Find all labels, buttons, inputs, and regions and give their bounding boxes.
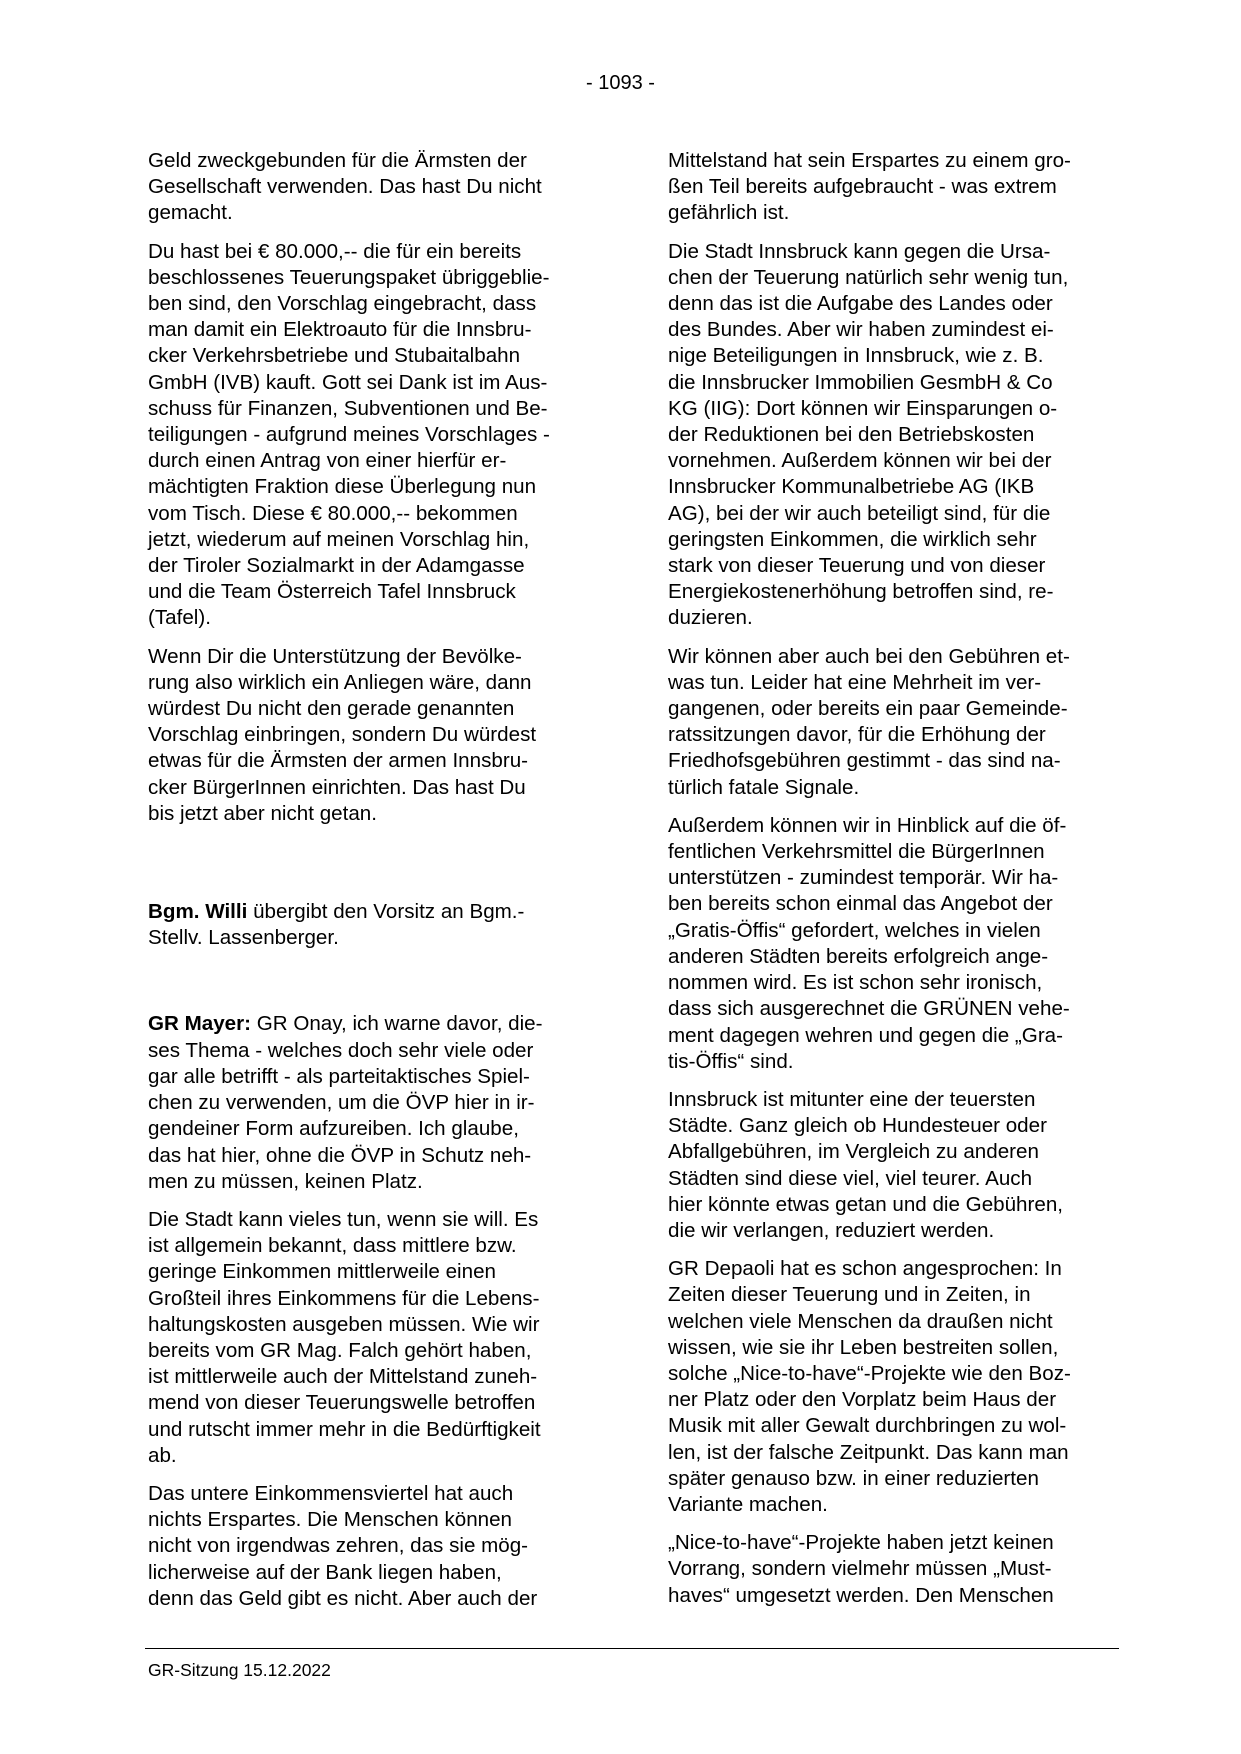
text-line: nicht von irgendwas zehren, das sie mög- [148,1534,529,1558]
speaker-name: GR Mayer: [148,1012,251,1036]
text-line: dass sich ausgerechnet die GRÜNEN vehe- [668,997,1070,1021]
text-line: nommen wird. Es ist schon sehr ironisch, [668,971,1043,995]
text-line: Vorrang, sondern vielmehr müssen „Must- [668,1557,1052,1581]
text-line: ben bereits schon einmal das Angebot der [668,892,1053,916]
spacer [148,839,604,899]
text-line: und die Team Österreich Tafel Innsbruck [148,580,516,604]
text-line: Städte. Ganz gleich ob Hundesteuer oder [668,1114,1047,1138]
text-line: Die Stadt kann vieles tun, wenn sie will. Es [148,1207,539,1231]
text-line: Gesellschaft verwenden. Das hast Du nicht [148,175,542,199]
text-line: ist allgemein bekannt, dass mittlere bzw. [148,1234,517,1258]
text-line: nichts Erspartes. Die Menschen können [148,1508,513,1532]
text-line: Geld zweckgebunden für die Ärmsten der [148,149,527,172]
text-line: Zeiten dieser Teuerung und in Zeiten, in [668,1283,1031,1307]
paragraph [668,1530,1130,1609]
text-line: cker BürgerInnen einrichten. Das hast Du [148,775,526,799]
text-line: der Tiroler Sozialmarkt in der Adamgasse [148,554,525,578]
text-line: gar alle betrifft - als parteitaktisches Spiel- [148,1064,530,1088]
text-line: ben sind, den Vorschlag eingebracht, dass [148,292,537,316]
paragraph [668,148,1130,227]
text-line: der Reduktionen bei den Betriebskosten [668,423,1035,447]
text-line: Wir können aber auch bei den Gebühren et- [668,644,1070,668]
text-line: anderen Städten bereits erfolgreich ange- [668,944,1049,968]
page-number: - 1093 - [586,72,655,94]
text-line: ratssitzungen davor, für die Erhöhung der [668,723,1046,747]
paragraph [668,239,1130,632]
text-line: GmbH (IVB) kauft. Gott sei Dank ist im Aus- [148,370,548,394]
text-line: Außerdem können wir in Hinblick auf die öf- [668,813,1067,837]
text-line: und rutscht immer mehr in die Bedürftigkeit [148,1417,541,1441]
speaker-paragraph-willi: Bgm. Willi übergibt den Vorsitz an Bgm.- Stellv. Lassenberger. [148,900,525,950]
text-line: gendeiner Form aufzureiben. Ich glaube, [148,1117,519,1141]
text-line: gefährlich ist. [668,201,790,225]
text-line: nige Beteiligungen in Innsbruck, wie z. B. [668,344,1044,368]
text-line: ses Thema - welches doch sehr viele oder [148,1038,534,1062]
text-line: geringe Einkommen mittlerweile einen [148,1260,496,1284]
text-line: Innsbruck ist mitunter eine der teuersten [668,1087,1036,1111]
text-line: men zu müssen, keinen Platz. [148,1169,423,1193]
text-line: Die Stadt Innsbruck kann gegen die Ursa- [668,239,1051,263]
text-line: Mittelstand hat sein Erspartes zu einem gro- [668,149,1071,172]
text-line: solche „Nice-to-have“-Projekte wie den Boz- [668,1361,1071,1385]
text-line: Energiekostenerhöhung betroffen sind, re- [668,580,1054,604]
text-line: (Tafel). [148,606,211,630]
speaker-paragraph-mayer: GR Mayer: GR Onay, ich warne davor, die- ses Thema - welches doch sehr viele oder gar alle betrifft - als parteitaktisches Spiel- chen zu verwenden, um die ÖVP hier in ir- gendeiner Form aufzureiben. Ich glaube, das hat hier, ohne die ÖVP in Schutz neh- men zu müssen, keinen Platz. [148,1011,604,1194]
text-line: bis jetzt aber nicht getan. [148,801,377,825]
text-line: die Innsbrucker Immobilien GesmbH & Co [668,370,1053,394]
text-line: ist mittlerweile auch der Mittelstand zuneh- [148,1365,538,1389]
text-line: wissen, wie sie ihr Leben bestreiten sollen, [668,1335,1059,1359]
text-line: Abfallgebühren, im Vergleich zu anderen [668,1140,1039,1164]
text-line: Friedhofsgebühren gestimmt - das sind na- [668,749,1061,773]
text-line: Vorschlag einbringen, sondern Du würdest [148,723,537,747]
paragraph [148,148,604,227]
text-line: tis-Öffis“ sind. [668,1049,794,1073]
text-line: chen zu verwenden, um die ÖVP hier in ir- [148,1091,535,1115]
text-line: duzieren. [668,606,753,630]
text-line: Wenn Dir die Unterstützung der Bevölke- [148,644,522,668]
text-line: chen der Teuerung natürlich sehr wenig tun, [668,265,1069,289]
text-line: licherweise auf der Bank liegen haben, [148,1560,502,1584]
text-line: Innsbrucker Kommunalbetriebe AG (IKB [668,475,1035,499]
text-line: jetzt, wiederum auf meinen Vorschlag hin, [148,527,530,551]
text-line: len, ist der falsche Zeitpunkt. Das kann man [668,1440,1069,1464]
text-line: „Nice-to-have“-Projekte haben jetzt keinen [668,1531,1054,1555]
footer-session-date: GR-Sitzung 15.12.2022 [148,1660,331,1680]
text-line: später genauso bzw. in einer reduzierten [668,1466,1039,1490]
text-line: durch einen Antrag von einer hierfür er- [148,449,507,473]
text-line: „Gratis-Öffis“ gefordert, welches in vielen [668,918,1041,942]
text-line: stark von dieser Teuerung und von dieser [668,554,1046,578]
text-line: denn das ist die Aufgabe des Landes oder [668,292,1053,316]
text-line: haltungskosten ausgeben müssen. Wie wir [148,1312,540,1336]
paragraph [668,644,1130,801]
text-line: vom Tisch. Diese € 80.000,-- bekommen [148,501,518,525]
text-line: ab. [148,1443,177,1467]
text-line: Variante machen. [668,1492,828,1516]
text-line: ner Platz oder den Vorplatz beim Haus der [668,1388,1057,1412]
text-line: Das untere Einkommensviertel hat auch [148,1481,514,1505]
text-line: haves“ umgesetzt werden. Den Menschen [668,1583,1054,1607]
text-line: hier könnte etwas getan und die Gebühren, [668,1192,1063,1216]
text-line: mächtigten Fraktion diese Überlegung nun [148,475,537,499]
text-line: das hat hier, ohne die ÖVP in Schutz neh- [148,1143,532,1167]
text-line: cker Verkehrsbetriebe und Stubaitalbahn [148,344,521,368]
text-line: würdest Du nicht den gerade genannten [148,697,515,721]
paragraph [148,644,604,827]
text-line: man damit ein Elektroauto für die Innsbru- [148,318,532,342]
text-line: welchen viele Menschen da draußen nicht [668,1309,1053,1333]
text-line: des Bundes. Aber wir haben zumindest ei- [668,318,1054,342]
text-line: mend von dieser Teuerungswelle betroffen [148,1391,536,1415]
text-line: gemacht. [148,201,233,225]
paragraph [668,813,1130,1075]
text-line: was tun. Leider hat eine Mehrheit im ver- [668,670,1042,694]
right-column [668,148,1130,1621]
text-line: vornehmen. Außerdem können wir bei der [668,449,1052,473]
paragraph [148,1207,604,1469]
speaker-name: Bgm. Willi [148,900,248,924]
paragraph [148,1481,604,1612]
text-line: beschlossenes Teuerungspaket übriggeblie- [148,265,550,289]
text-line: rung also wirklich ein Anliegen wäre, dann [148,670,532,694]
paragraph [668,1256,1130,1518]
text-line: bereits vom GR Mag. Falch gehört haben, [148,1338,532,1362]
text-line: Musik mit aller Gewalt durchbringen zu wol- [668,1414,1067,1438]
text-line: türlich fatale Signale. [668,775,860,799]
text-line: teiligungen - aufgrund meines Vorschlages - [148,423,550,447]
left-column [148,148,604,1624]
footer-divider [145,1648,1119,1649]
text-line: Großteil ihres Einkommens für die Lebens- [148,1286,540,1310]
text-line: geringsten Einkommen, die wirklich sehr [668,527,1037,551]
text-line: schuss für Finanzen, Subventionen und Be- [148,396,548,420]
text-line: KG (IIG): Dort können wir Einsparungen o- [668,396,1058,420]
paragraph [668,1087,1130,1244]
text-line: denn das Geld gibt es nicht. Aber auch der [148,1586,538,1610]
text-line: fentlichen Verkehrsmittel die BürgerInnen [668,840,1045,864]
text-line: ßen Teil bereits aufgebraucht - was extrem [668,175,1057,199]
spacer [148,963,604,1011]
text-line: ment dagegen wehren und gegen die „Gra- [668,1023,1063,1047]
text-line: GR Depaoli hat es schon angesprochen: In [668,1257,1062,1281]
text-line: Du hast bei € 80.000,-- die für ein bereits [148,239,522,263]
text-line: AG), bei der wir auch beteiligt sind, für die [668,501,1051,525]
text-line: gangenen, oder bereits ein paar Gemeinde- [668,697,1068,721]
text-line: die wir verlangen, reduziert werden. [668,1218,995,1242]
text-line: unterstützen - zumindest temporär. Wir ha- [668,866,1059,890]
text-line: etwas für die Ärmsten der armen Innsbru- [148,749,528,773]
paragraph [148,239,604,632]
text-line: Städten sind diese viel, viel teurer. Auch [668,1166,1033,1190]
